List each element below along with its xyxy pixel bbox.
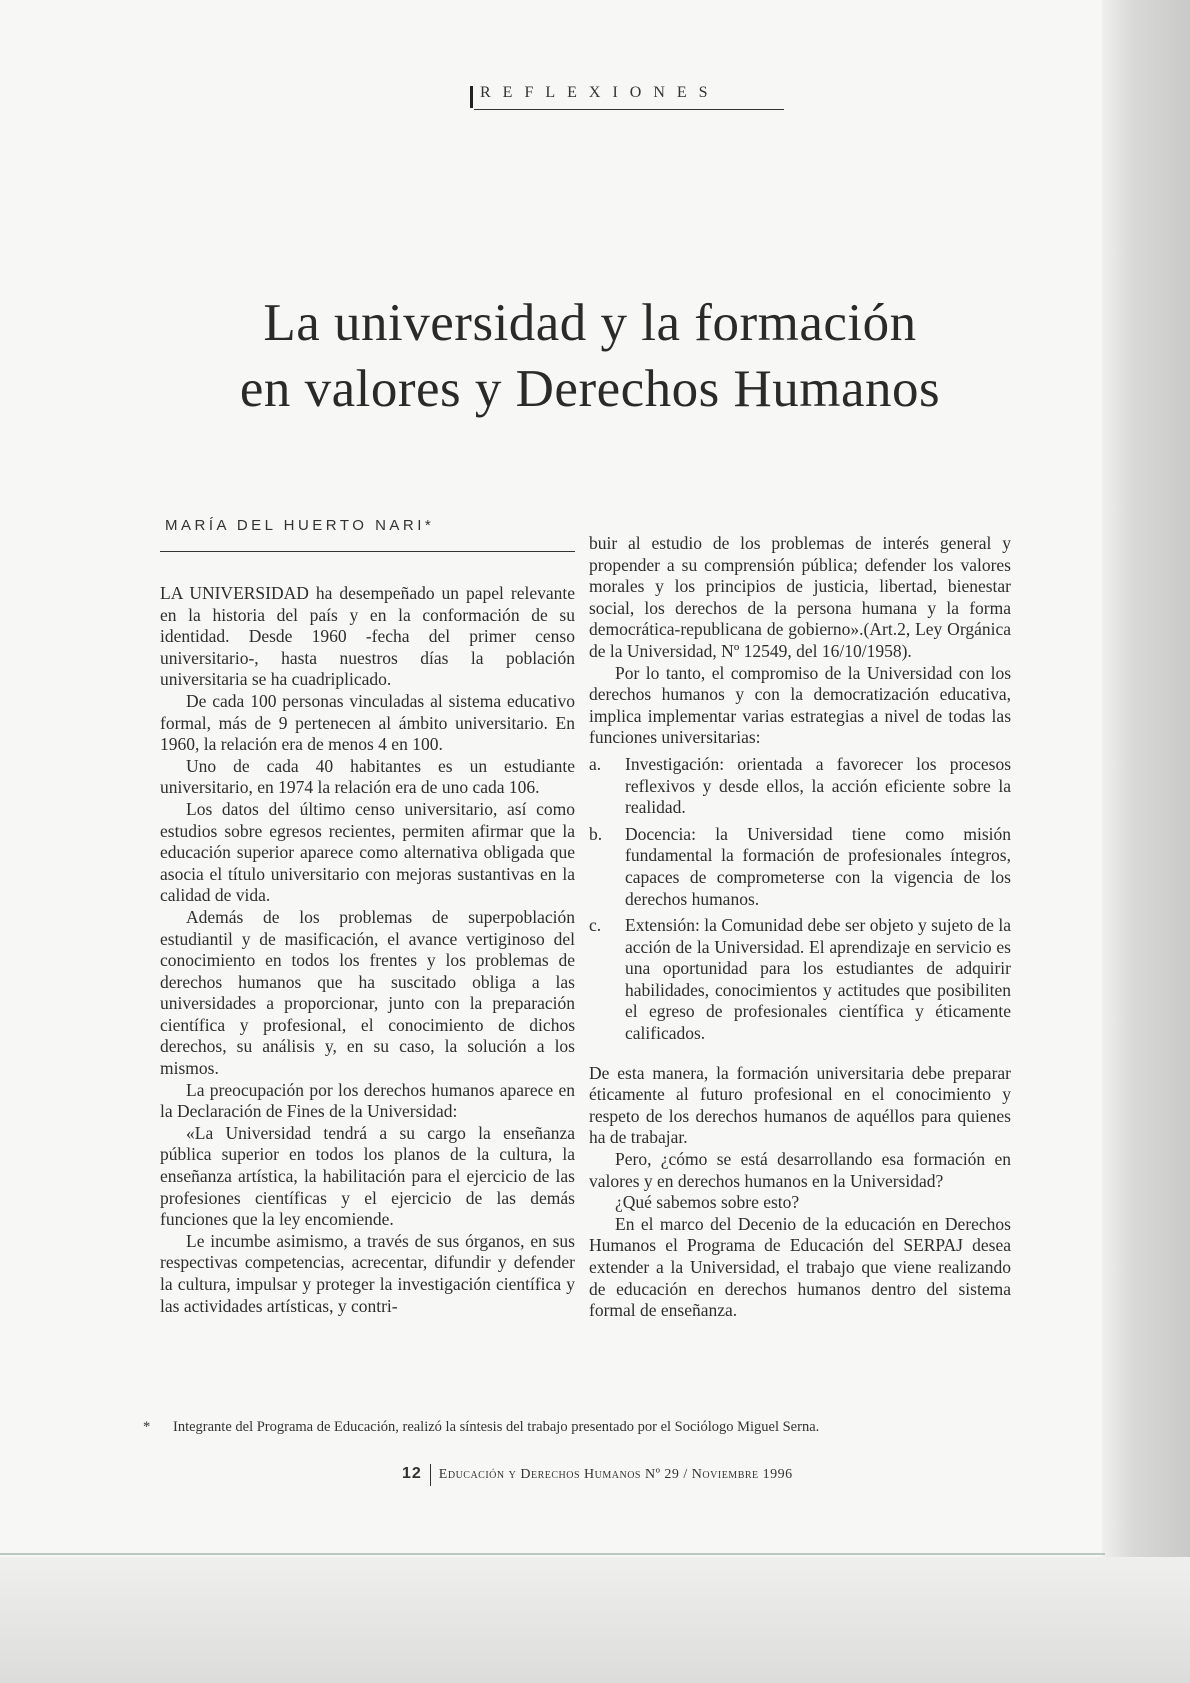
paragraph: Por lo tanto, el compromiso de la Universidad con los derechos humanos y con la democratización educativa, implica implementar varias estrategias a nivel de todas las funciones universitarias: [589,662,1011,748]
folio-divider [430,1464,431,1486]
quote-paragraph: «La Universidad tendrá a su cargo la enseñanza pública superior en todos los planos de la cultura, la enseñanza artística, la habilitación para el ejercicio de las profesiones científicas y el ejercicio de las demás funciones que la ley encomiende. [160,1122,575,1230]
list-marker: b. [589,823,603,844]
list-item [589,754,1011,819]
paragraph: De esta manera, la formación universitaria debe preparar éticamente al futuro profesional en el conocimiento y respeto de los derechos humanos de aquéllos para quienes ha de trabajar. [589,1062,1011,1148]
scan-bottom-margin [0,1557,1190,1683]
list-marker: a. [589,753,602,774]
left-column [160,583,575,1317]
journal-issue: Educación y Derechos Humanos Nº 29 / Noviembre 1996 [438,1467,793,1483]
section-underline [474,109,784,110]
section-label [466,84,786,102]
list-item-text: Investigación: orientada a favorecer los procesos reflexivos y desde ellos, la acción eficiente sobre la realidad. [625,753,1011,818]
right-column [589,533,1011,1322]
footnote-text: Integrante del Programa de Educación, realizó la síntesis del trabajo presentado por el Sociólogo Miguel Serna. [173,1419,820,1435]
section-label-text: REFLEXIONES [480,84,720,101]
scan-bottom-rule [0,1553,1105,1555]
title-line-2: en valores y Derechos Humanos [239,360,941,418]
paragraph: LA UNIVERSIDAD ha desempeñado un papel relevante en la historia del país y en la conformación de su identidad. Desde 1960 -fecha del primer censo universitario-, hasta nuestros días la población universitaria se ha cuadriplicado. [160,583,575,690]
author-byline: MARÍA DEL HUERTO NARI* [165,517,435,534]
page-number: 12 [402,1465,422,1483]
list-item [589,824,1011,910]
scan-page-edge [1102,0,1190,1683]
list-item-text: Extensión: la Comunidad debe ser objeto y sujeto de la acción de la Universidad. El aprendizaje en servicio es una oportunidad para los estudiantes de adquirir habilidades, conocimientos y actitudes que posibiliten el egreso de profesionales científica y éticamente calificados. [625,915,1011,1044]
paragraph: Pero, ¿cómo se está desarrollando esa formación en valores y en derechos humanos en la Universidad? [589,1149,1011,1191]
paragraph: Uno de cada 40 habitantes es un estudiante universitario, en 1974 la relación era de uno cada 106. [160,755,575,798]
quote-paragraph: Le incumbe asimismo, a través de sus órganos, en sus respectivas competencias, acrecentar, difundir y defender la cultura, impulsar y proteger la investigación científica y las actividades artísticas, y contri- [160,1230,575,1316]
paragraph: En el marco del Decenio de la educación en Derechos Humanos el Programa de Educación del SERPAJ desea extender a la Universidad, el trabajo que viene realizando de educación en derechos humanos dentro del sistema formal de enseñanza. [589,1213,1011,1321]
paragraph: De cada 100 personas vinculadas al sistema educativo formal, más de 9 pertenecen al ámbito universitario. En 1960, la relación era de menos 4 en 100. [160,690,575,755]
title-line-1: La universidad y la formación [263,294,917,352]
author-rule [160,551,575,552]
list-item-text: Docencia: la Universidad tiene como misión fundamental la formación de profesionales íntegros, capaces de comprometerse con la vigencia de los derechos humanos. [625,823,1011,909]
list-marker: c. [589,915,602,936]
list-item [589,915,1011,1045]
paragraph: Los datos del último censo universitario, así como estudios sobre egresos recientes, permiten afirmar que la educación superior aparece como alternativa obligada que asocia el título universitario con mejoras sustantivas en la calidad de vida. [160,798,575,906]
paragraph: La preocupación por los derechos humanos aparece en la Declaración de Fines de la Universidad: [160,1079,575,1122]
article-title [170,290,1010,422]
page-folio [402,1464,793,1486]
quote-continuation: buir al estudio de los problemas de interés general y propender a su comprensión pública; defender los valores morales y los principios de justicia, libertad, bienestar social, los derechos de la persona humana y la forma democrática-republicana de gobierno».(Art.2, Ley Orgánica de la Universidad, Nº 12549, del 16/10/1958). [589,533,1011,661]
paragraph: Además de los problemas de superpoblación estudiantil y de masificación, el avance vertiginoso del conocimiento en todos los frentes y los problemas de derechos humanos que ha suscitado obliga a las universidades a proporcionar, junto con la preparación científica y profesional, el conocimiento de dichos derechos, su análisis y, en su caso, la solución a los mismos. [160,906,575,1079]
paragraph: ¿Qué sabemos sobre esto? [615,1192,800,1213]
footnote-marker: * [143,1419,151,1435]
